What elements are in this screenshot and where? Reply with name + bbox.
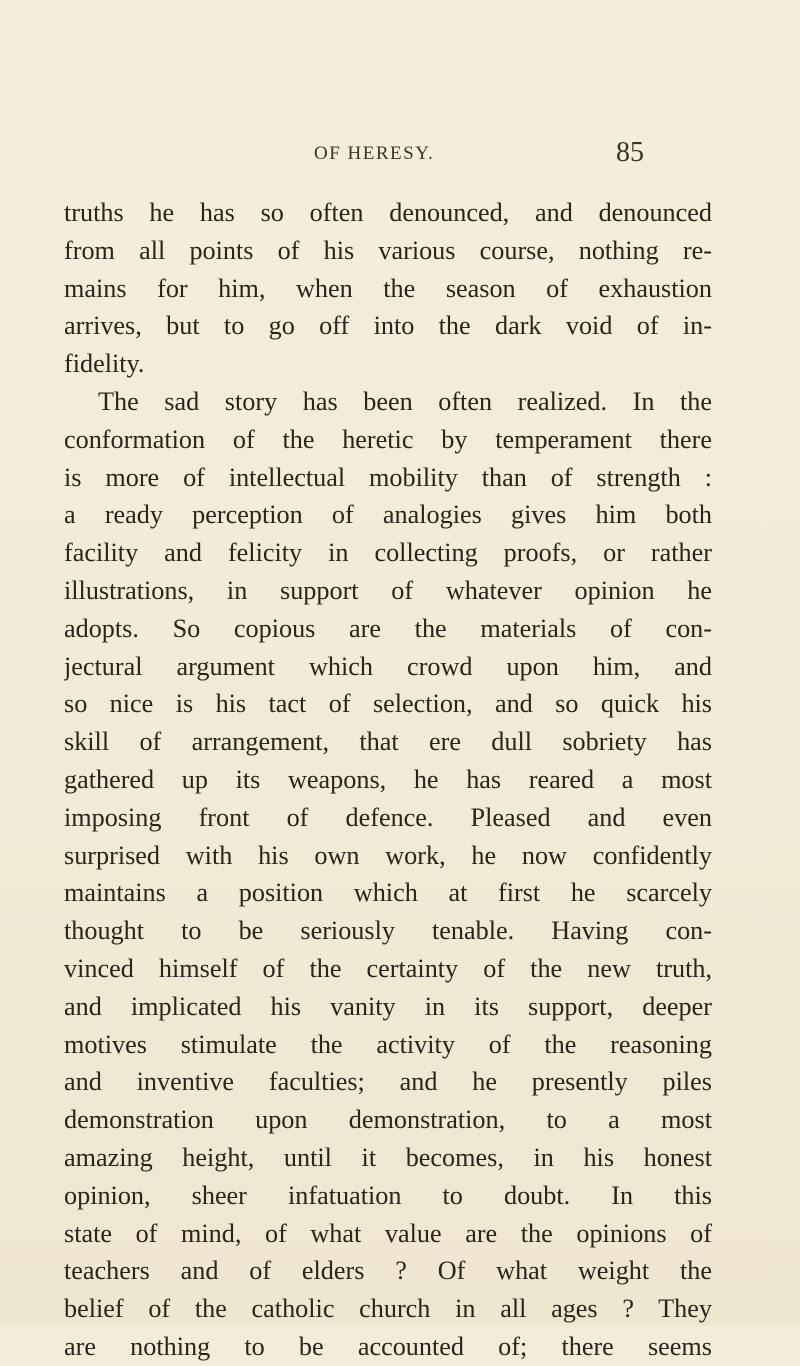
text-line: and implicated his vanity in its support, deeper	[64, 991, 712, 1021]
text-line: maintains a position which at first he scarcely	[64, 878, 712, 908]
text-line: motives stimulate the activity of the reasoning	[64, 1029, 712, 1059]
text-line: The sad story has been often realized. In the	[98, 386, 712, 416]
text-line: truths he has so often denounced, and denounced	[64, 198, 712, 227]
text-line: thought to be seriously tenable. Having con-	[64, 916, 712, 946]
text-line: demonstration upon demonstration, to a most	[64, 1105, 712, 1135]
text-line: state of mind, of what value are the opinions of	[64, 1218, 712, 1248]
text-line: surprised with his own work, he now confidently	[64, 840, 712, 870]
text-line: and inventive faculties; and he presently piles	[64, 1067, 712, 1097]
text-line: a ready perception of analogies gives him both	[64, 500, 712, 530]
text-line: teachers and of elders ? Of what weight the	[64, 1256, 712, 1286]
text-line: arrives, but to go off into the dark void of in-	[64, 311, 712, 341]
text-line: mains for him, when the season of exhaustion	[64, 273, 712, 303]
text-line: adopts. So copious are the materials of con-	[64, 613, 712, 643]
text-line: is more of intellectual mobility than of strength :	[64, 462, 712, 492]
text-line: jectural argument which crowd upon him, and	[64, 651, 712, 681]
text-line: facility and felicity in collecting proofs, or rather	[64, 538, 712, 568]
text-line: illustrations, in support of whatever opinion he	[64, 575, 712, 605]
running-head	[224, 137, 644, 173]
text-line: gathered up its weapons, he has reared a most	[64, 764, 712, 794]
text-line: conformation of the heretic by temperament there	[64, 424, 712, 454]
text-line: fidelity.	[64, 349, 145, 379]
text-line: belief of the catholic church in all ages ? They	[64, 1294, 712, 1324]
page-number: 85	[616, 137, 644, 168]
text-line: amazing height, until it becomes, in his honest	[64, 1142, 712, 1172]
running-title: OF HERESY.	[314, 143, 435, 164]
text-line: so nice is his tact of selection, and so quick his	[64, 689, 712, 719]
text-line: skill of arrangement, that ere dull sobriety has	[64, 727, 712, 757]
text-line: imposing front of defence. Pleased and even	[64, 802, 712, 832]
text-line: from all points of his various course, nothing re-	[64, 235, 712, 265]
text-line: are nothing to be accounted of; there seems	[64, 1331, 712, 1361]
text-line: opinion, sheer infatuation to doubt. In this	[64, 1180, 712, 1210]
body-text	[64, 194, 712, 1366]
text-line: vinced himself of the certainty of the new truth,	[64, 953, 712, 983]
